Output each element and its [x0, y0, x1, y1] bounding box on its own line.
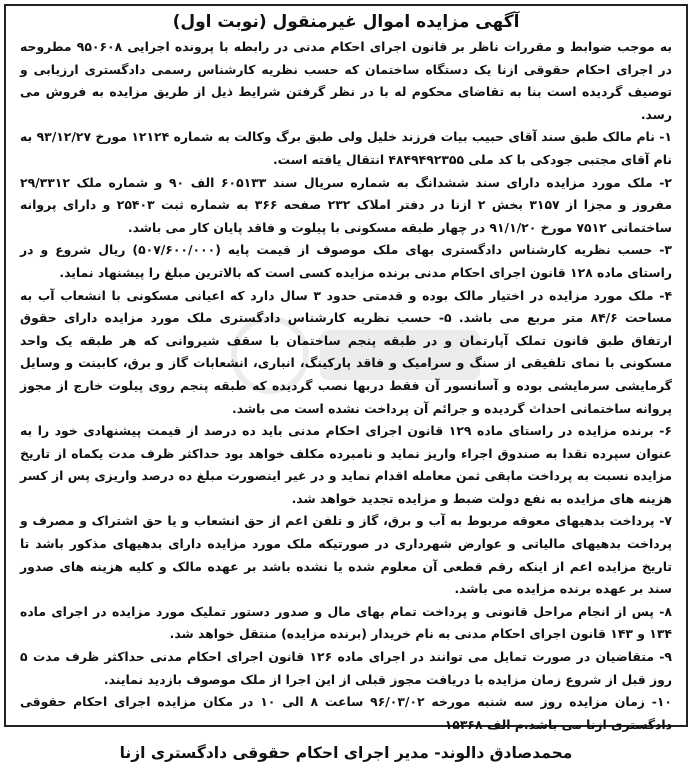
- clause-7: ۷- پرداخت بدهیهای معوقه مربوط به آب و برق، گاز و تلفن اعم از حق انشعاب و یا حق اشتراک و مصرف و پرداخت بدهیهای مالیاتی و عوارض شهرداری در صورتیکه ملک مورد مزایده دارای بدهیهای مذکور باشد تا تاریخ مزایده اعم از اینکه رقم قطعی آن معلوم شده یا نشده باشد بر عهده مالک و کلیه هزینه های صدور سند بر عهده برنده مزایده می باشد.: [20, 513, 672, 597]
- notice-title: آگهی مزایده اموال غیرمنقول (نوبت اول): [172, 12, 520, 32]
- clause-4-5: ۴- ملک مورد مزایده در اختیار مالک بوده و قدمتی حدود ۳ سال دارد که اعیانی مسکونی با انشعاب آب به مساحت ۸۴/۶ متر مربع می باشد. ۵- حسب نظریه کارشناس دادگستری ملک مورد مزایده دارای حقوق ارتفاق طبق قانون تملک آپارتمان و در طبقه پنجم ساختمان با سقف شیروانی که هر طبقه یک واحد مسکونی با نمای تلفیقی از سنگ و سرامیک و فاقد پارکینگ، انباری، انشعابات گاز و برق، کابینت و وسایل گرمایشی سرمایشی بوده و آسانسور آن فقط دربها نصب گردیده که طبقه پنجم روی پیلوت خارج از مجوز پروانه ساختمانی احداث گردیده و جرائم آن پرداخت نشده است می باشد.: [20, 287, 673, 416]
- auction-notice: [4, 4, 688, 763]
- clause-2: ۲- ملک مورد مزایده دارای سند ششدانگ به شماره سریال سند ۶۰۵۱۳۳ الف ۹۰ و شماره ملک ۲۹/۳۳۱۲ مفروز و مجزا از ۳۱۵۷ بخش ۲ ازنا در دفتر املاک ۲۳۲ صفحه ۳۶۶ به شماره ثبت ۲۵۴۰۳ و دارای پروانه ساختمانی ۷۵۱۲ مورخ ۹۱/۱/۲۰ در چهار طبقه مسکونی با پیلوت و فاقد پایان کار می باشد.: [20, 174, 672, 235]
- signature-line: محمدصادق دالوند- مدیر اجرای احکام حقوقی دادگستری ازنا: [119, 744, 573, 763]
- clause-1: ۱- نام مالک طبق سند آقای حبیب بیات فرزند خلیل ولی طبق برگ وکالت به شماره ۱۲۱۲۴ مورخ ۹۳/۱۲/۲۷ به نام آقای مجتبی جودکی با کد ملی ۴۸۴۹۴۹۲۳۵۵ انتقال یافته است.: [20, 129, 672, 167]
- clause-9: ۹- متقاضیان در صورت تمایل می توانند در اجرای ماده ۱۲۶ قانون اجرای احکام مدنی حداکثر ظرف مدت ۵ روز قبل از شروع زمان مزایده با دریافت مجوز قبلی از این اجرا از ملک موصوف بازدید نمایند.: [20, 649, 672, 687]
- clause-3: ۳- حسب نظریه کارشناس دادگستری بهای ملک موصوف از قیمت پایه (۵۰۷/۶۰۰/۰۰۰) ریال شروع و در راستای ماده ۱۲۸ قانون اجرای احکام مدنی برنده مزایده کسی است که بالاترین مبلغ را پیشنهاد نماید.: [20, 242, 672, 280]
- clause-8: ۸- پس از انجام مراحل قانونی و پرداخت تمام بهای مال و صدور دستور تملیک مورد مزایده در اجرای ماده ۱۳۴ و ۱۴۳ قانون اجرای احکام مدنی به نام خریدار (برنده مزایده) منتقل خواهد شد.: [20, 603, 672, 642]
- clause-10: ۱۰- زمان مزایده روز سه شنبه مورخه ۹۶/۰۳/۰۲ ساعت ۸ الی ۱۰ در مکان مزایده اجرای احکام حقوقی دادگستری ازنا می باشد.م الف ۱۵۳۶۸: [20, 694, 672, 732]
- clause-6: ۶- برنده مزایده در راستای ماده ۱۲۹ قانون اجرای احکام مدنی باید ده درصد از قیمت پیشنهادی خود را به عنوان سپرده نقدا به صندوق اجراء واریز نماید و نامبرده مکلف خواهد بود حداکثر ظرف مدت یکماه از تاریخ مزایده نسبت به پرداخت مابقی ثمن معامله اقدام نماید و در غیر اینصورت مبلغ ده درصد واریزی پس از کسر هزینه های مزایده به نفع دولت ضبط و مزایده تجدید خواهد شد.: [20, 423, 672, 506]
- intro-paragraph: به موجب ضوابط و مقررات ناظر بر قانون اجرای احکام مدنی در رابطه با پرونده اجرایی ۹۵۰۶۰۸ مطروحه در اجرای احکام حقوقی ازنا یک دستگاه ساختمان که حسب نظریه کارشناس رسمی دادگستری ارزیابی و توصیف گردیده است بنا به تقاضای محکوم له با در نظر گرفتن شرایط ذیل از طریق مزایده به فروش می رسد.: [20, 39, 672, 122]
